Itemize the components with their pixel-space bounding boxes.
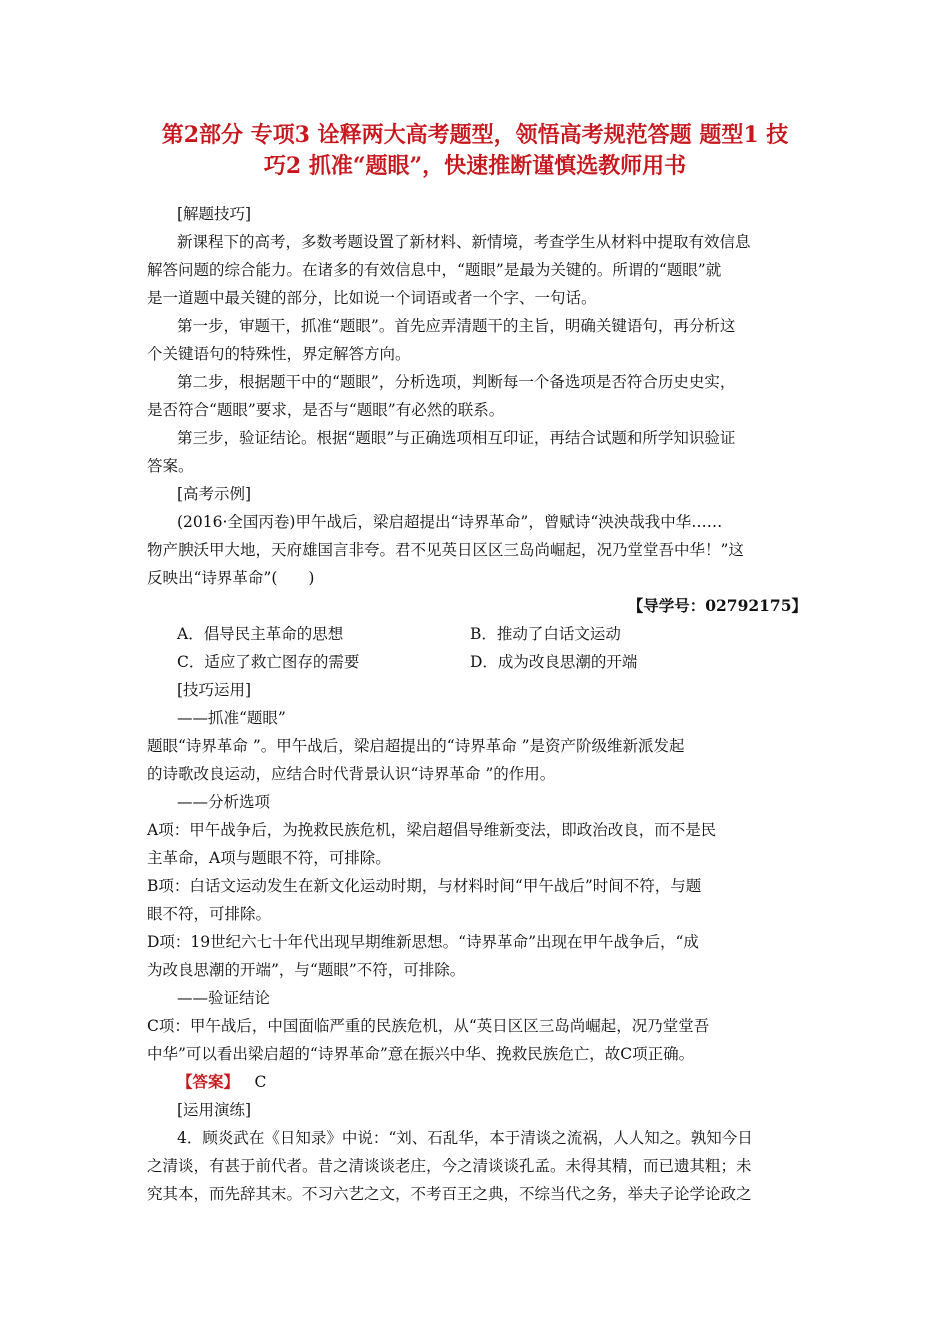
question-line: 反映出“诗界革命”( )	[147, 569, 315, 587]
question-line: 物产腴沃甲大地，天府雄国言非夸。君不见英日区区三岛尚崛起，况乃堂堂吾中华！”这	[147, 541, 744, 559]
paragraph-line: 题眼“诗界革命 ”。甲午战后，梁启超提出的“诗界革命 ”是资产阶级维新派发起	[147, 737, 685, 755]
paragraph-line: C项：甲午战后，中国面临严重的民族危机，从“英日区区三岛尚崛起，况乃堂堂吾	[147, 1017, 710, 1035]
paragraph-line: B项：白话文运动发生在新文化运动时期，与材料时间“甲午战后”时间不符，与题	[147, 877, 702, 895]
paragraph-line: 主革命，A项与题眼不符，可排除。	[147, 849, 391, 867]
paragraph-line: 第二步，根据题干中的“题眼”，分析选项，判断每一个备选项是否符合历史史实，	[177, 373, 736, 391]
guide-number: 【导学号：02792175】	[627, 596, 807, 615]
paragraph-line: 第三步，验证结论。根据“题眼”与正确选项相互印证，再结合试题和所学知识验证	[177, 429, 736, 447]
paragraph-line: 究其本，而先辞其末。不习六艺之文，不考百王之典，不综当代之务，举夫子论学论政之	[147, 1185, 752, 1203]
title-line-1: 第2部分 专项3 诠释两大高考题型，领悟高考规范答题 题型1 技	[161, 122, 789, 148]
paragraph-line: 新课程下的高考，多数考题设置了新材料、新情境，考查学生从材料中提取有效信息	[177, 233, 751, 251]
step-title: ——验证结论	[177, 989, 271, 1007]
option-c: C．适应了救亡图存的需要	[177, 653, 360, 671]
option-b: B．推动了白话文运动	[470, 625, 621, 643]
title-line-2: 巧2 抓准“题眼”，快速推断谨慎选教师用书	[263, 153, 687, 179]
paragraph-line: 个关键语句的特殊性，界定解答方向。	[147, 345, 411, 363]
paragraph-line: 4．顾炎武在《日知录》中说：“刘、石乱华，本于清谈之流祸，人人知之。孰知今日	[177, 1129, 753, 1147]
paragraph-line: 眼不符，可排除。	[147, 905, 272, 923]
paragraph-line: 是一道题中最关键的部分，比如说一个词语或者一个字、一句话。	[147, 289, 597, 307]
paragraph-line: 答案。	[147, 457, 194, 475]
answer-value: C	[254, 1073, 267, 1091]
option-d: D．成为改良思潮的开端	[470, 653, 638, 671]
paragraph-line: 解答问题的综合能力。在诸多的有效信息中，“题眼”是最为关键的。所谓的“题眼”就	[147, 261, 722, 279]
answer-label: 【答案】	[177, 1072, 240, 1091]
paragraph-line: 第一步，审题干，抓准“题眼”。首先应弄清题干的主旨，明确关键语句，再分析这	[177, 317, 736, 335]
section-heading-practice: [运用演练]	[177, 1101, 252, 1119]
section-heading-example: [高考示例]	[177, 485, 252, 503]
answer-line	[177, 1072, 837, 1092]
paragraph-line: 之清谈，有甚于前代者。昔之清谈谈老庄，今之清谈谈孔孟。未得其精，而已遗其粗；未	[147, 1157, 752, 1175]
paragraph-line: 中华”可以看出梁启超的“诗界革命”意在振兴中华、挽救民族危亡，故C项正确。	[147, 1045, 695, 1063]
paragraph-line: D项：19世纪六七十年代出现早期维新思想。“诗界革命”出现在甲午战争后，“成	[147, 933, 699, 951]
page-title	[130, 120, 820, 182]
paragraph-line: 是否符合“题眼”要求，是否与“题眼”有必然的联系。	[147, 401, 505, 419]
section-heading-skill: [技巧运用]	[177, 681, 252, 699]
question-line: (2016·全国丙卷)甲午战后，梁启超提出“诗界革命”，曾赋诗“泱泱哉我中华……	[177, 513, 723, 531]
paragraph-line: 的诗歌改良运动，应结合时代背景认识“诗界革命 ”的作用。	[147, 765, 556, 783]
step-title: ——抓准“题眼”	[177, 709, 286, 727]
paragraph-line: A项：甲午战争后，为挽救民族危机，梁启超倡导维新变法，即政治改良，而不是民	[147, 821, 717, 839]
section-heading-solving: [解题技巧]	[177, 205, 252, 223]
paragraph-line: 为改良思潮的开端”，与“题眼”不符，可排除。	[147, 961, 466, 979]
option-a: A．倡导民主革命的思想	[177, 625, 344, 643]
step-title: ——分析选项	[177, 793, 271, 811]
